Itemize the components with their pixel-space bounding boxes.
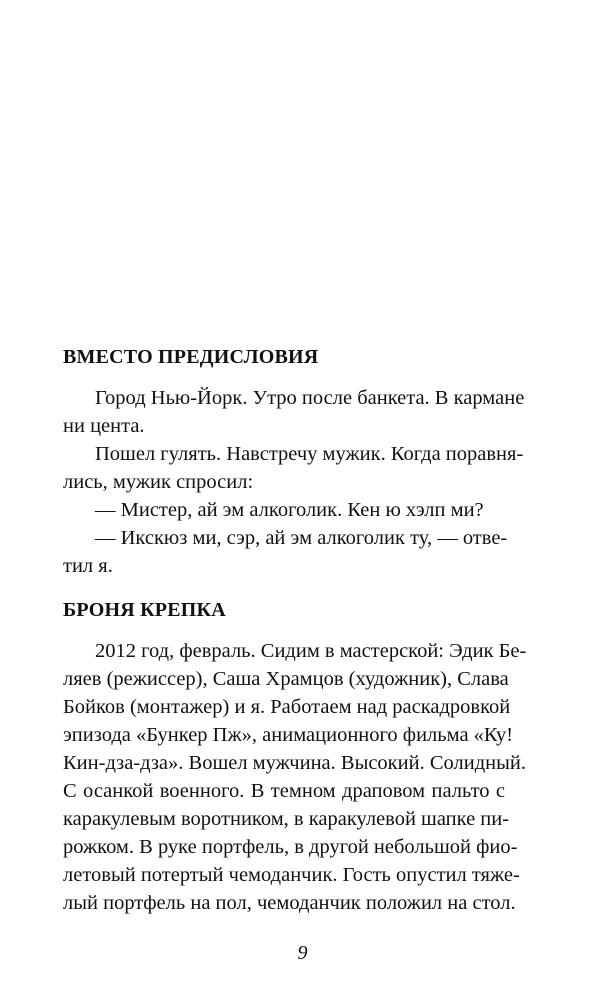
paragraph-line: — Мистер, ай эм алкоголик. Кен ю хэлп ми? [95,499,484,521]
paragraph-line: ни цента. [63,415,145,437]
page-number: 9 [297,942,308,964]
paragraph-line: эпизода «Бункер Пж», анимационного фильма «Ку! [63,724,514,746]
paragraph-line: каракулевым воротником, в каракулевой шапке пи- [63,808,510,830]
paragraph-line: — Икскюз ми, сэр, ай эм алкоголик ту, — отве- [95,527,508,549]
section-heading-bronya: БРОНЯ КРЕПКА [63,599,226,621]
paragraph-line: 2012 год, февраль. Сидим в мастерской: Эдик Бе- [95,640,527,662]
paragraph-line: лись, мужик спросил: [63,471,254,493]
paragraph-line: Кин-дза-дза». Вошел мужчина. Высокий. Солидный. [63,752,526,774]
paragraph-line: С осанкой военного. В темном драповом пальто с [63,780,505,802]
section-heading-preface: ВМЕСТО ПРЕДИСЛОВИЯ [63,346,319,368]
paragraph-line: ляев (режиссер), Саша Храмцов (художник), Слава [63,668,509,690]
paragraph-line: лый портфель на пол, чемоданчик положил на стол. [63,892,516,914]
paragraph-line: Бойков (монтажер) и я. Работаем над раскадровкой [63,696,511,718]
paragraph-line: Город Нью-Йорк. Утро после банкета. В кармане [95,387,525,409]
paragraph-line: рожком. В руке портфель, в другой небольшой фио- [63,836,518,858]
paragraph-line: тил я. [63,555,113,577]
paragraph-line: летовый потертый чемоданчик. Гость опустил тяже- [63,864,520,886]
paragraph-line: Пошел гулять. Навстречу мужик. Когда поравня- [95,443,524,465]
